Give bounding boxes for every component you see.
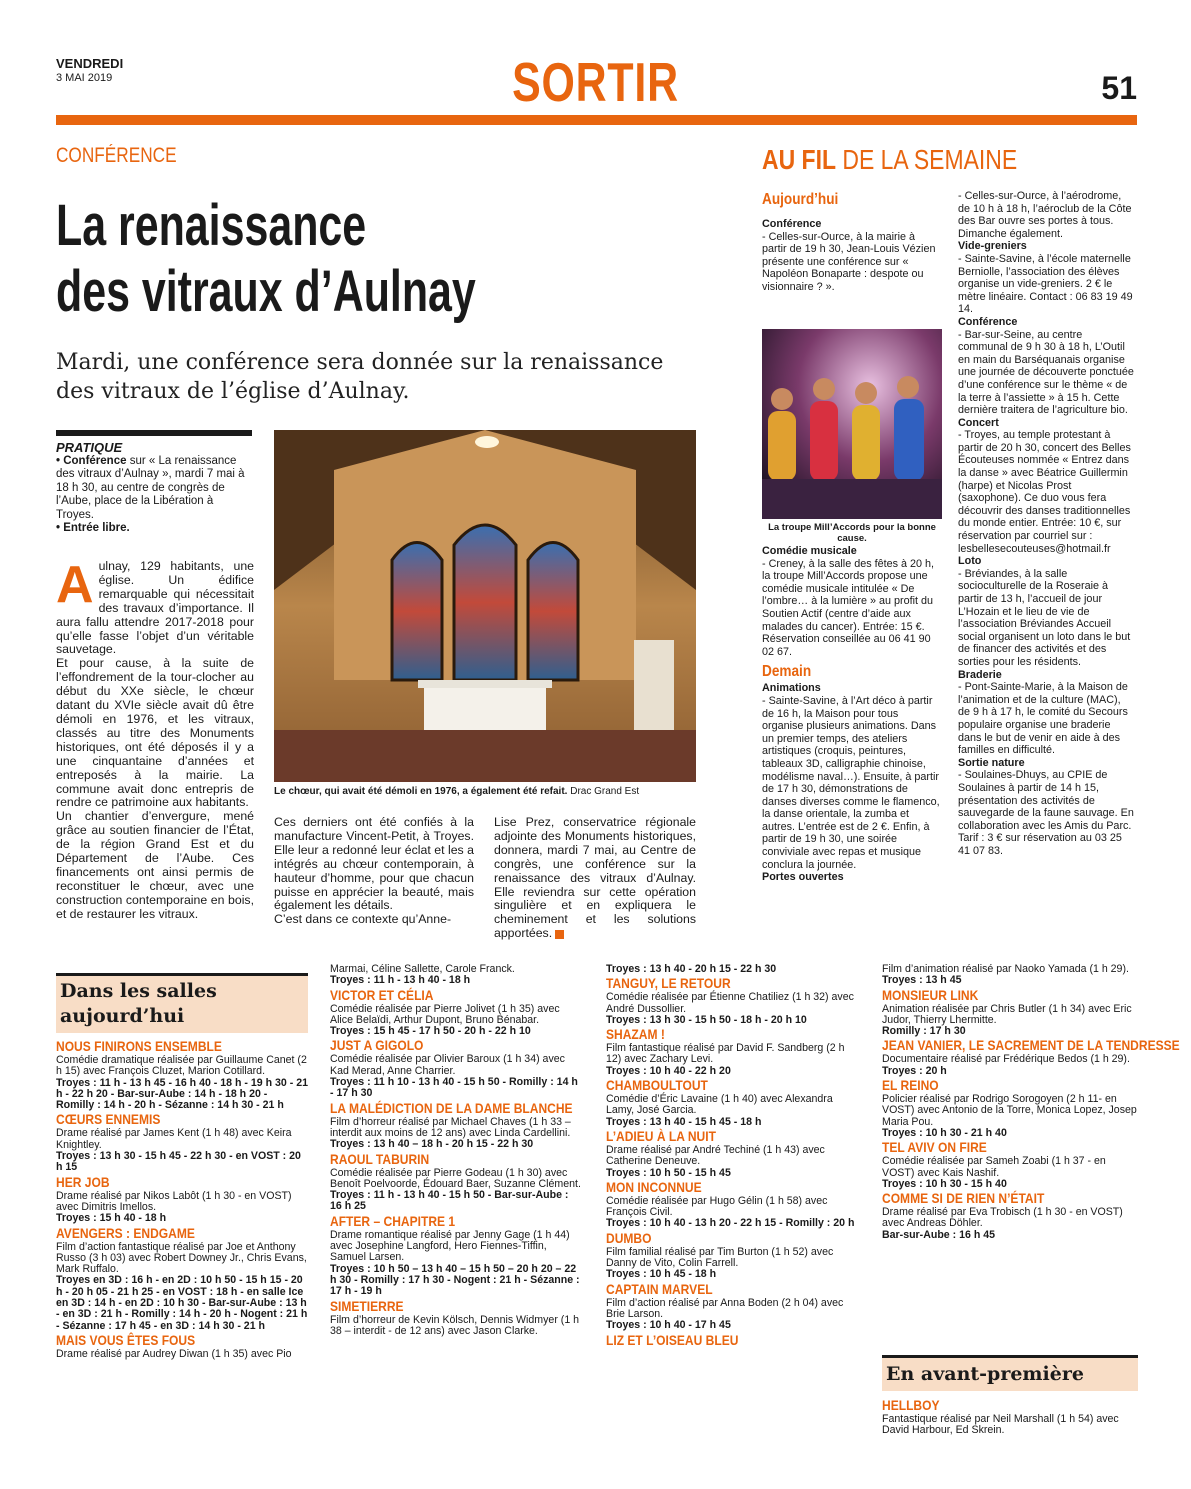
event-text: - Bar-sur-Seine, au centre communal de 9 h 30 à 18 h, L’Outil en main du Barséquanais organise une journée de découverte ponctuée d’une conférence sur le thème « de la terre à l’assiette » à 15 h. Cette dernière traitera de l’agriculture bio. [958,328,1134,417]
film-description: Film d’horreur de Kevin Kölsch, Dennis Widmyer (1 h 38 – interdit - de 12 ans) avec Jason Clarke. [330,1313,580,1337]
photo-caption-text: Le chœur, qui avait été démoli en 1976, a également été refait. [274,786,568,797]
film-showtimes: Troyes : 11 h - 13 h 40 - 15 h 50 - Bar-sur-Aube : 16 h 25 [330,1189,569,1213]
stage-performers-image [762,329,942,519]
film-description: Drame réalisé par Nikos Labôt (1 h 30 - en VOST) avec Dimitris Imellos. [56,1189,292,1213]
cinema-box-title [56,973,308,1033]
event-heading: Conférence [762,218,822,230]
event-heading: Braderie [958,668,1002,681]
film-showtimes: Troyes en 3D : 16 h - en 2D : 10 h 50 - 15 h 15 - 20 h - 20 h 05 - 21 h 25 - en VOST : 18 h - en salle Ice en 3D : 14 h - en 2D : 10 h 30 - Bar-sur-Aube : 13 h - en 3D : 21 h - Romilly : 14 h - 20 h - Nogent : 21 h - Sézanne : 17 h 45 - en 3D : 14 h 30 - 21 h [56,1274,308,1332]
films-column-2 [330,964,582,1337]
film-title: AVENGERS : ENDGAME [56,1224,195,1241]
film-entry [882,1077,1138,1139]
films-column-4 [882,963,1180,1241]
film-description: Film d’action réalisé par Anna Boden (2 h 04) avec Brie Larson. [606,1296,844,1320]
film-title: HELLBOY [882,1397,940,1413]
aufil-title-bold: AU FIL [762,144,836,175]
film-showtimes: Troyes : 10 h 30 - 21 h 40 [882,1126,1007,1139]
film-description: Animation réalisée par Chris Butler (1 h 34) avec Eric Judor, Thierry Lhermitte. [882,1002,1132,1026]
header-date: 3 MAI 2019 [56,72,113,84]
films-column-1 [56,1038,308,1360]
film-entry [56,1332,308,1360]
film-title: MAIS VOUS ÊTES FOUS [56,1331,196,1348]
film-entry [56,1111,308,1173]
film-showtimes: Troyes : 15 h 45 - 17 h 50 - 20 h - 22 h 10 [330,1025,531,1038]
film-showtimes: Troyes : 13 h 40 – 18 h - 20 h 15 - 22 h 30 [330,1138,534,1151]
film-showtimes: Troyes : 13 h 45 [882,974,962,987]
film-showtimes: Troyes : 10 h 45 - 18 h [606,1268,717,1281]
film-showtimes: Troyes : 10 h 50 - 15 h 45 [606,1166,731,1179]
film-entry [330,987,582,1038]
film-showtimes: Troyes : 10 h 30 - 15 h 40 [882,1177,1007,1190]
film-entry [56,1174,308,1225]
film-title: JUST A GIGOLO [330,1037,424,1054]
article-kicker: CONFÉRENCE [56,144,177,167]
event-text: - Bréviandes, à la salle socioculturelle de la Roseraie à partir de 13 h, l’accueil de jour L’Hozain et le lieu de vie de l’association Bréviandes Accueil social organisent un loto dans le but de financer des activités et des sorties pour les résidents. [958,567,1131,668]
pratique-rule [56,430,252,436]
pratique-box [56,441,254,536]
film-description: Comédie réalisée par Olivier Baroux (1 h 34) avec Kad Merad, Anne Charrier. [330,1053,565,1077]
film-description: Film fantastique réalisé par David F. Sandberg (2 h 12) avec Zachary Levi. [606,1042,845,1066]
aufil-column-1b [762,545,942,884]
film-entry [330,964,582,987]
article-paragraph-2: Et pour cause, à la suite de l’effondrement de la tour-clocher au début du XXe siècle, le chœur datant du XVIe siècle avait dû être démoli en 1976, et les vitraux, classés au titre des Monuments historiques, ont été déposés il y a une cinquantaine d’années et entreposés à la mairie. La commune avait donc entrepris de rendre ce patrimoine aux habitants. [56,656,254,810]
film-entry [882,1139,1138,1190]
article-paragraph-1: ulnay, 129 habitants, une église. Un édifice remarquable qui nécessitait des travaux d’importance. Il aura fallu attendre 2017-2018 pour qu’elle fasse l’objet d’un véritable sauvetage. [56,559,254,657]
film-description: Policier réalisé par Rodrigo Sorogoyen (2 h 11- en VOST) avec Antonio de la Torre, Monica Lopez, Josep Maria Pou. [882,1093,1137,1128]
article-subtitle: Mardi, une conférence sera donnée sur la renaissance des vitraux de l’église d’Aulnay. [56,350,664,404]
film-entry [330,1213,582,1298]
film-title: LIZ ET L’OISEAU BLEU [606,1331,739,1348]
film-title: MON INCONNUE [606,1178,702,1195]
film-title: CHAMBOULTOUT [606,1077,708,1094]
film-showtimes: Troyes : 10 h 50 – 13 h 40 – 15 h 50 – 20 h 20 – 22 h 30 - Romilly : 17 h 30 - Nogent : 21 h - Sézanne : 17 h - 19 h [330,1262,580,1298]
event-heading: Portes ouvertes [762,871,844,884]
event-text: - Pont-Sainte-Marie, à la Maison de l’animation et de la culture (MAC), de 9 h à 17 h, le comité du Secours populaire organise une braderie dans le but de venir en aide à des familles en difficulté. [958,681,1128,757]
film-showtimes: Romilly : 17 h 30 [882,1025,966,1038]
film-description: Comédie dramatique réalisée par Guillaume Canet (2 h 15) avec François Cluzet, Marion Cotillard. [56,1054,307,1078]
film-showtimes: Bar-sur-Aube : 16 h 45 [882,1228,996,1241]
films-column-4-preview [882,1397,1138,1437]
films-column-3 [606,964,862,1349]
film-entry [606,1179,862,1230]
film-title: SHAZAM ! [606,1026,665,1043]
header-rule [56,115,1137,125]
film-entry [330,1100,582,1151]
event-heading: Sortie nature [958,756,1025,769]
event-heading: Concert [958,416,999,429]
film-description: Drame réalisé par Audrey Diwan (1 h 35) avec Pio [56,1347,292,1360]
film-title: VICTOR ET CÉLIA [330,986,434,1003]
film-title: DUMBO [606,1229,652,1246]
event-text: - Celles-sur-Ource, à l’aérodrome, de 10 h à 18 h, l’aéroclub de la Côte des Bar ouvre ses portes à tous. Dimanche également. [958,190,1132,240]
film-description: Drame réalisé par Eva Trobisch (1 h 30 - en VOST) avec Andreas Döhler. [882,1206,1123,1230]
event-heading: Loto [958,555,982,568]
musical-photo [762,329,942,519]
film-entry [606,1230,862,1281]
preview-title: En avant-première [886,1363,1084,1385]
film-entry [606,975,862,1026]
pratique-text: sur « La renaissance des vitraux d’Aulnay », mardi 7 mai à 18 h 30, au centre de congrès de l’Aube, place de la Libération à Troyes. [56,454,245,521]
film-title: SIMETIERRE [330,1297,404,1314]
film-entry [606,1077,862,1128]
film-title: CŒURS ENNEMIS [56,1111,161,1128]
film-description: Drame réalisé par André Techiné (1 h 43) avec Catherine Deneuve. [606,1143,825,1168]
event-text: - Creney, à la salle des fêtes à 20 h, la troupe Mill’Accords propose une comédie musicale intitulée « De l’ombre… à la lumière » au profit du Soutien Actif (centre d’aide aux malades du cancer). Entrée: 15 €. Réservation conseillée au 06 41 90 02 67. [762,557,935,658]
photo-caption [274,786,639,797]
film-title: L’ADIEU À LA NUIT [606,1127,716,1144]
film-description: Documentaire réalisé par Frédérique Bedos (1 h 29). [882,1053,1130,1066]
film-entry [56,1038,308,1111]
film-entry [882,987,1138,1038]
aufil-title-light: DE LA SEMAINE [835,144,1018,175]
event-heading: Comédie musicale [762,545,857,557]
film-description: Comédie d’Éric Lavaine (1 h 40) avec Alexandra Lamy, José Garcia. [606,1093,833,1117]
event-text: - Troyes, au temple protestant à partir de 20 h 30, concert des Belles Écouteuses nommée « Entrez dans la danse » avec Béatrice Guillermin (harpe) et Nicolas Prost (saxophone). Ce duo vous fera découvrir des danses traditionnelles du monde entier. Entrée: 10 €, sur réservation par courriel sur : lesbellesecouteuses@hotmail.fr [958,429,1131,555]
film-entry [606,1128,862,1179]
film-title: HER JOB [56,1173,110,1190]
aufil-column-2 [958,190,1134,857]
film-title: MONSIEUR LINK [882,986,979,1003]
event-text: - Sainte-Savine, à l’école maternelle Berniolle, l’association des élèves organise un vide-greniers. 2 € le mètre linéaire. Contact : 06 83 19 49 14. [958,252,1133,316]
cinema-title-line1: Dans les salles [60,980,217,1002]
film-entry [606,1026,862,1077]
photo-credit: Drac Grand Est [570,786,640,797]
church-interior-image [274,430,696,782]
article-title [56,193,530,325]
film-description: Fantastique réalisé par Neil Marshall (1 h 54) avec David Harbour, Ed Skrein. [882,1413,1119,1437]
film-showtimes: Troyes : 20 h [882,1064,947,1077]
article-paragraph-3: Un chantier d’envergure, mené grâce au soutien financier de l’État, de la région Grand Est et du Département de l’Aube. Ces financements ont ainsi permis de reconstituer le chœur, avec une construction contemporaine en bois, et de restaurer les vitraux. [56,809,254,921]
film-showtimes: Troyes : 13 h 40 - 20 h 15 - 22 h 30 [606,963,777,975]
film-title: RAOUL TABURIN [330,1150,430,1167]
film-description: Film d’animation réalisé par Naoko Yamada (1 h 29). [882,963,1129,975]
film-title: TEL AVIV ON FIRE [882,1139,987,1156]
article-paragraph-5: C’est dans ce contexte qu’Anne- [274,912,452,927]
film-showtimes: Troyes : 13 h 40 - 15 h 45 - 18 h [606,1115,762,1128]
pratique-title: PRATIQUE [56,440,123,455]
article-paragraph-6: Lise Prez, conservatrice régionale adjointe des Monuments historiques, donnera, mardi 7 mai, au Centre de congrès, une conférence sur la renaissance des vitraux d’Aulnay. Elle reviendra sur cette opération singulière et en expliquera le cheminement et les solutions apportées. [494,815,696,941]
event-heading: Animations [762,682,821,695]
film-description: Film familial réalisé par Tim Burton (1 h 52) avec Danny de Vito, Colin Farrell. [606,1245,834,1270]
film-description: Comédie réalisée par Pierre Godeau (1 h 30) avec Benoît Poelvoorde, Édouard Baer, Suzanne Clément. [330,1166,581,1190]
article-title-line1: La renaissance [56,193,367,258]
film-entry [330,1037,582,1099]
film-entry [606,964,862,975]
event-heading: Conférence [958,315,1018,328]
drop-cap: A [56,556,94,614]
aufil-tomorrow: Demain [762,663,812,681]
header-day: VENDREDI [56,56,124,71]
article-column-1 [56,556,254,922]
film-showtimes: Troyes : 13 h 30 - 15 h 45 - 22 h 30 - en VOST : 20 h 15 [56,1150,301,1174]
film-description: Film d’action fantastique réalisé par Joe et Anthony Russo (3 h 03) avec Robert Downey Jr., Chris Evans, Mark Ruffalo. [56,1240,307,1276]
film-showtimes: Troyes : 13 h 30 - 15 h 50 - 18 h - 20 h 10 [606,1013,807,1026]
aufil-column-1 [762,190,942,294]
page-number: 51 [1101,70,1137,106]
film-entry [330,1298,582,1338]
film-entry [882,1397,1138,1437]
film-description: Drame réalisé par James Kent (1 h 48) avec Keira Knightley. [56,1127,292,1151]
film-showtimes: Troyes : 10 h 40 - 13 h 20 - 22 h 15 - Romilly : 20 h [606,1217,855,1230]
film-description: Comédie réalisée par Sameh Zoabi (1 h 37 - en VOST) avec Kais Nashif. [882,1155,1106,1179]
film-entry [882,1190,1138,1241]
film-entry [882,964,1138,987]
cinema-title-line2: aujourd’hui [60,1005,185,1027]
aufil-today: Aujourd’hui [762,191,839,208]
film-entry [330,1151,582,1213]
film-title: AFTER – CHAPITRE 1 [330,1212,456,1229]
film-title: NOUS FINIRONS ENSEMBLE [56,1038,222,1054]
film-title: TANGUY, LE RETOUR [606,975,731,992]
event-text: - Celles-sur-Ource, à la mairie à partir de 19 h 30, Jean-Louis Vézien présente une conférence sur « Napoléon Bonaparte : despote ou visionnaire ? ». [762,230,936,293]
event-text: - Sainte-Savine, à l’Art déco à partir de 16 h, la Maison pour tous organise plusieurs animations. Dans un premier temps, des ateliers artistiques (croquis, peintures, tableaux 3D, calligraphie chinoise, modélisme naval…). Ensuite, à partir de 17 h 30, démonstrations de danses diverses comme le flamenco, la danse orientale, la zumba et autres. L’entrée est de 2 €. Enfin, à partir de 19 h 30, une soirée conviviale avec repas et musique conclura la journée. [762,694,940,871]
film-description: Comédie réalisée par Hugo Gélin (1 h 58) avec François Civil. [606,1194,828,1219]
film-description: Drame romantique réalisé par Jenny Gage (1 h 44) avec Josephine Langford, Hero Fiennes-Tiffin, Samuel Larsen. [330,1228,570,1264]
film-showtimes: Troyes : 10 h 40 - 22 h 20 [606,1064,731,1077]
article-column-2 [274,816,474,927]
film-entry [56,1225,308,1332]
film-title: LA MALÉDICTION DE LA DAME BLANCHE [330,1099,573,1116]
film-description: Comédie réalisée par Pierre Jolivet (1 h 35) avec Alice Belaïdi, Arthur Dupont, Bruno Bénabar. [330,1002,560,1026]
preview-box-title [882,1355,1138,1391]
film-description: Comédie réalisée par Étienne Chatiliez (1 h 32) avec André Dussollier. [606,991,854,1015]
film-entry [606,1281,862,1332]
pratique-label: • Conférence [56,454,127,467]
film-title: CAPTAIN MARVEL [606,1280,713,1297]
film-entry [882,1037,1180,1077]
pratique-entry: • Entrée libre. [56,522,130,534]
article-column-3 [494,816,696,941]
film-title: COMME SI DE RIEN N’ÉTAIT [882,1190,1045,1207]
film-showtimes: Troyes : 11 h - 13 h 40 - 18 h [330,974,471,987]
film-showtimes: Troyes : 15 h 40 - 18 h [56,1212,167,1225]
article-title-line2: des vitraux d’Aulnay [56,259,476,324]
church-photo [274,430,696,782]
film-description: Film d’horreur réalisé par Michael Chaves (1 h 33 – interdit aux moins de 12 ans) avec Linda Cardellini. [330,1115,571,1139]
film-title: EL REINO [882,1077,939,1094]
event-text: - Soulaines-Dhuys, au CPIE de Soulaines à partir de 14 h 15, présentation des activités de sauvegarde de la faune sauvage. En collaboration avec les Amis du Parc. Tarif : 3 € sur réservation au 03 25 41 07 83. [958,769,1134,857]
film-showtimes: Troyes : 11 h 10 - 13 h 40 - 15 h 50 - Romilly : 14 h - 17 h 30 [330,1076,578,1100]
film-description: Marmai, Céline Sallette, Carole Franck. [330,963,515,975]
article-paragraph-4: Ces derniers ont été confiés à la manufacture Vincent-Petit, à Troyes. Elle leur a redonné leur éclat et les a intégrés au chœur contemporain, à hauteur d’homme, pour que chacun puisse en apprécier la beauté, mais également les détails. [274,815,474,913]
end-mark-icon [555,930,564,939]
film-showtimes: Troyes : 11 h - 13 h 45 - 16 h 40 - 18 h - 19 h 30 - 21 h - 22 h 20 - Bar-sur-Aube : 14 h - 18 h 20 - Romilly : 14 h - 20 h - Sézanne : 14 h 30 - 21 h [56,1076,309,1112]
section-title: SORTIR [512,51,679,113]
film-title: JEAN VANIER, LE SACREMENT DE LA TENDRESSE [882,1037,1180,1054]
aufil-photo-caption: La troupe Mill’Accords pour la bonne cause. [768,522,936,544]
aufil-title [762,144,1017,176]
film-showtimes: Troyes : 10 h 40 - 17 h 45 [606,1319,731,1332]
film-entry [606,1332,862,1349]
event-heading: Vide-greniers [958,240,1027,253]
